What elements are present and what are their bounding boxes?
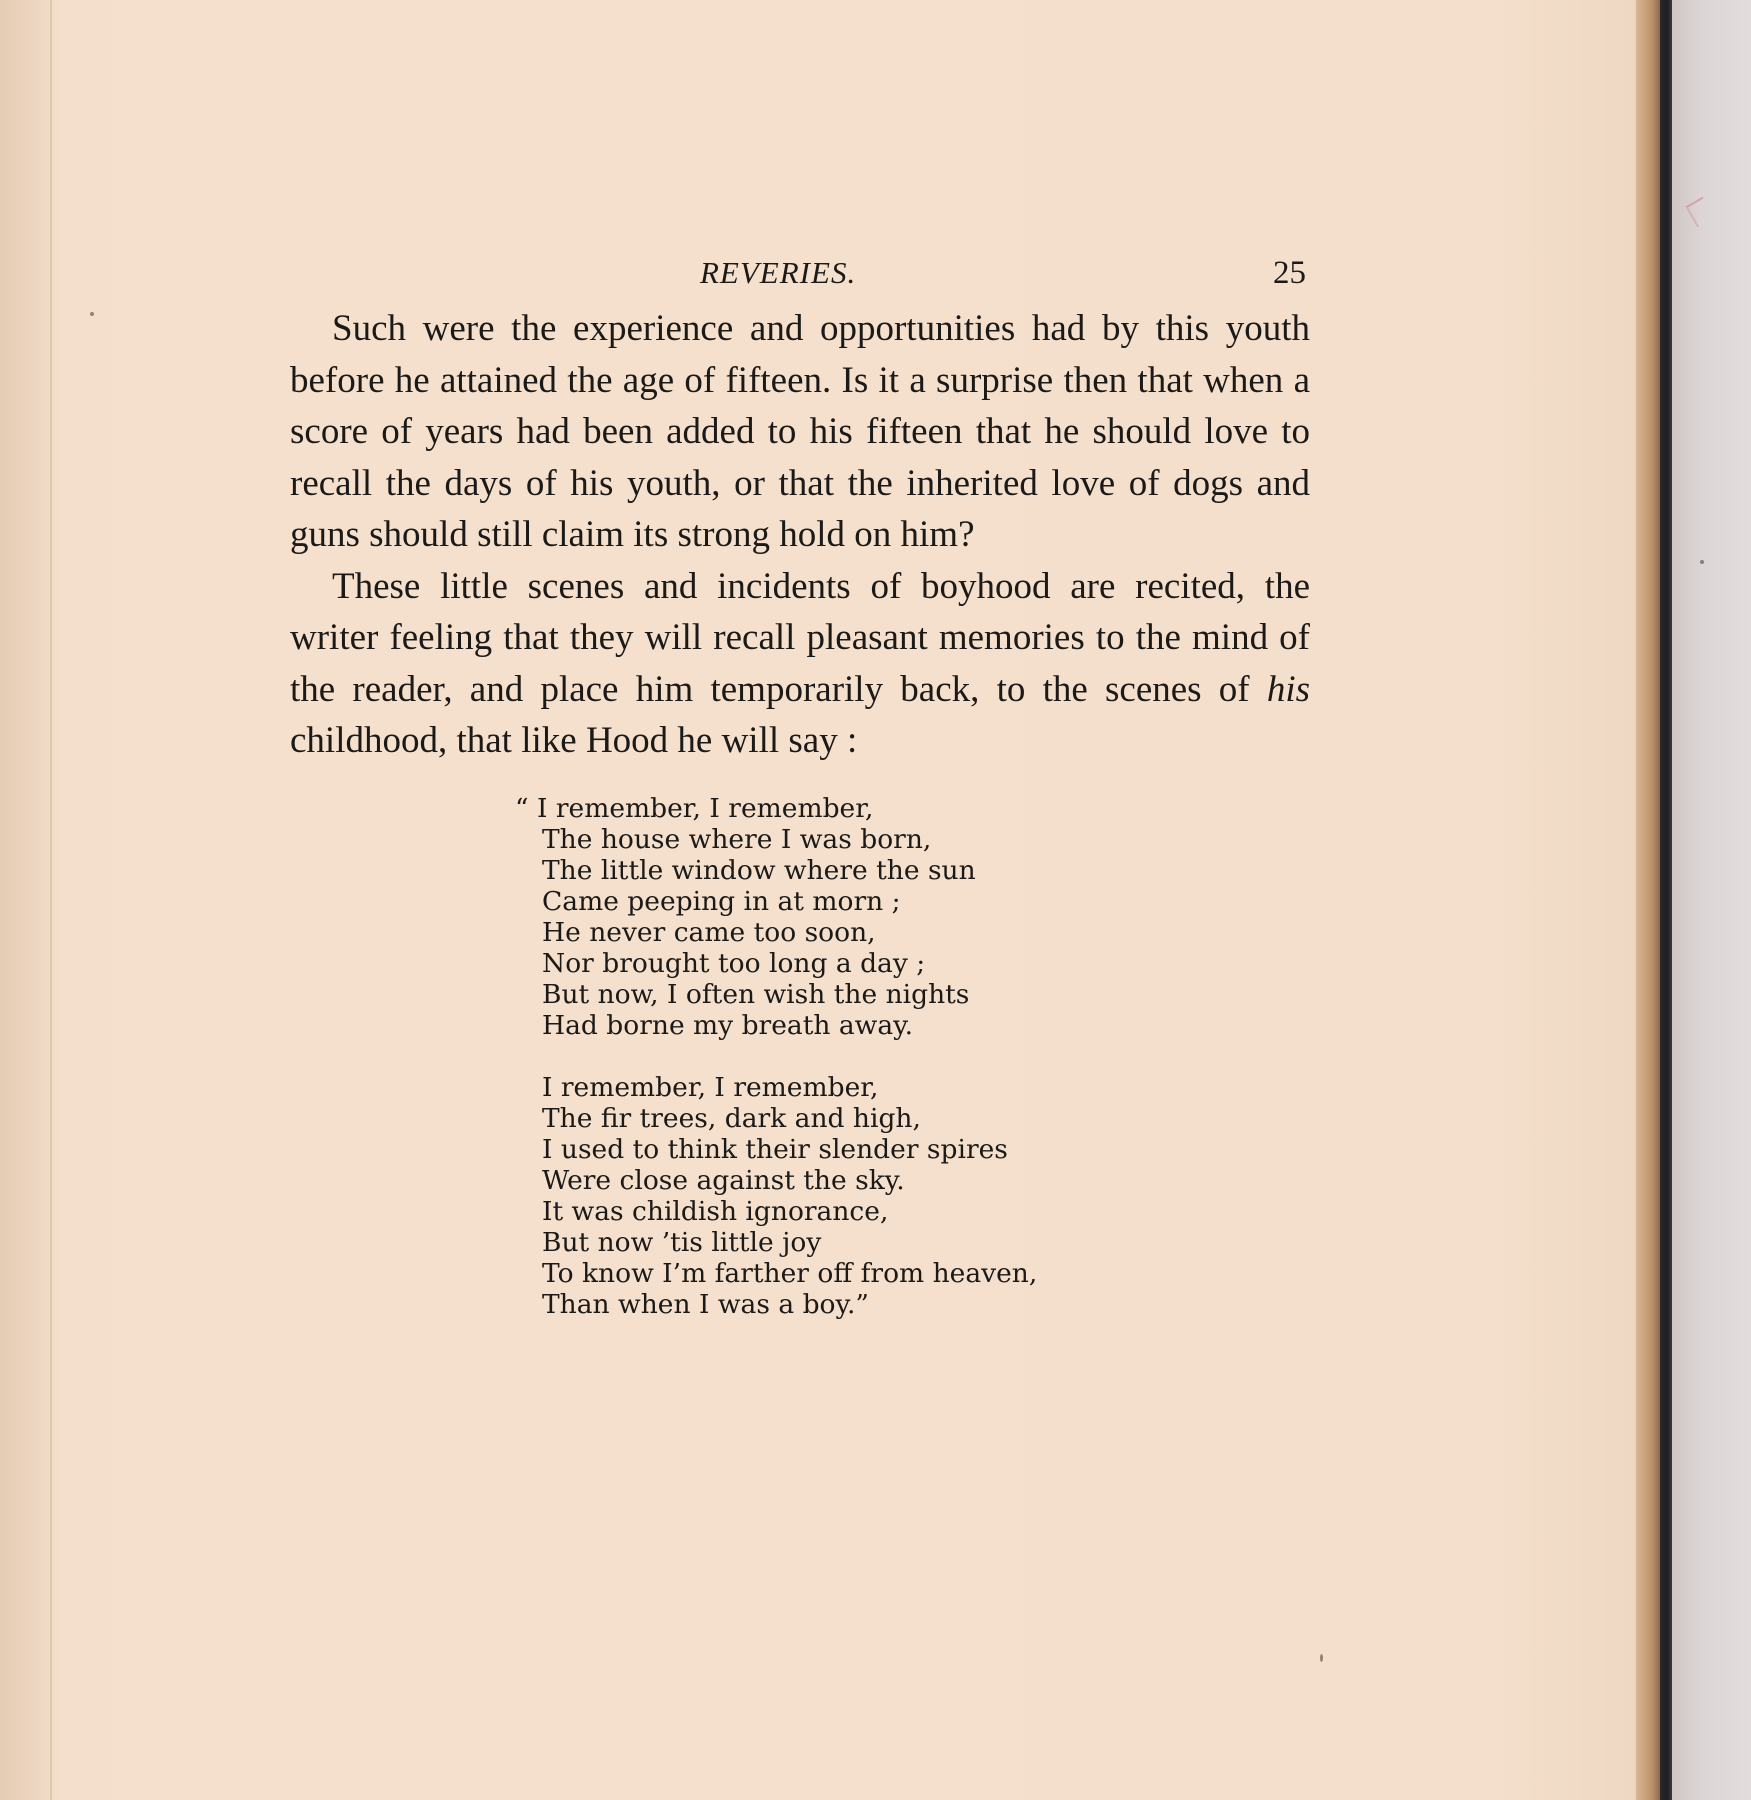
poem-line: Came peeping in at morn ;: [542, 885, 901, 917]
paragraph-text: These little scenes and incidents of boyhood are recited, the writer feeling that they will recall pleasant memories to the mind of the reader, and place him temporarily back, to the scenes of: [290, 565, 1310, 710]
book-cover-edge: [1660, 0, 1672, 1800]
surface-speck: [1700, 560, 1704, 564]
poem-line: The house where I was born,: [542, 823, 932, 855]
paragraph-emphasis: his: [1266, 668, 1310, 710]
poem-line: The fir trees, dark and high,: [542, 1102, 921, 1134]
poem-line: “ I remember, I remember,: [515, 792, 874, 824]
paragraph-text-end: childhood, that like Hood he will say :: [290, 720, 858, 761]
poem-line: He never came too soon,: [542, 916, 876, 948]
book-page: [290, 255, 1310, 1320]
poem-line: The little window where the sun: [542, 854, 976, 886]
background-surface: [1672, 0, 1751, 1800]
paragraph-2: [290, 561, 1310, 767]
paper-speck: [90, 312, 94, 316]
poem-line: But now, I often wish the nights: [542, 978, 970, 1010]
poem-line: To know I’m farther off from heaven,: [542, 1257, 1038, 1289]
poem-line: Had borne my breath away.: [542, 1009, 913, 1041]
poem-line: I used to think their slender spires: [542, 1133, 1008, 1165]
page-number: 25: [1273, 255, 1306, 291]
poem-line: But now ’tis little joy: [542, 1226, 822, 1258]
poem-line: I remember, I remember,: [542, 1071, 879, 1103]
running-head: [290, 255, 1310, 303]
poem-line: Nor brought too long a day ;: [542, 947, 926, 979]
poem-line: Were close against the sky.: [542, 1164, 905, 1196]
paragraph-1: [290, 303, 1310, 561]
running-title: REVERIES.: [700, 255, 857, 290]
paragraph-text: Such were the experience and opportunities had by this youth before he attained the age of fifteen. Is it a surprise then that when a score of years had been added to his fifteen that he should love to recall the days of his youth, or that the inherited love of dogs and guns should still claim its strong hold on him?: [290, 308, 1310, 555]
quoted-poem: [515, 793, 1310, 1320]
page-fold: [50, 0, 52, 1800]
poem-line: Than when I was a boy.”: [542, 1288, 869, 1320]
paper-speck: [1320, 1654, 1323, 1662]
page-block-edge: [1636, 0, 1660, 1800]
poem-line: It was childish ignorance,: [542, 1195, 889, 1227]
poem-stanza-1: [515, 793, 1310, 1041]
poem-stanza-2: [515, 1072, 1310, 1320]
